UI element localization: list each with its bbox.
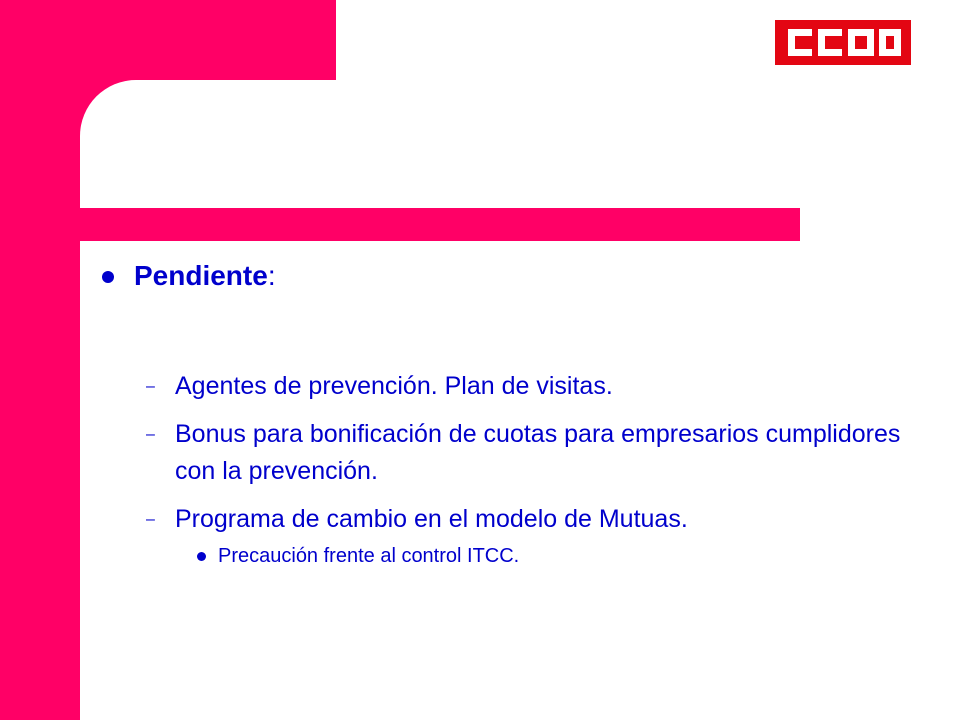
- sub-list-item-text: Precaución frente al control ITCC.: [218, 545, 520, 567]
- ccoo-logo-lettering: [775, 20, 911, 65]
- list-item: [100, 416, 920, 490]
- bullet-icon: [102, 271, 114, 283]
- slide-content: [100, 258, 920, 569]
- sub-list-item: [100, 543, 920, 569]
- list-item-text: Bonus para bonificación de cuotas para empresarios cumplidores con la prevención.: [175, 420, 901, 485]
- heading-colon: :: [267, 260, 276, 291]
- frame-rounded-cutout: [80, 80, 960, 208]
- dash-icon: –: [146, 511, 155, 528]
- frame-title-bar: [80, 208, 800, 241]
- list-item-text: Programa de cambio en el modelo de Mutuas.: [175, 505, 688, 533]
- heading-item: [100, 258, 920, 294]
- list-item: [100, 368, 920, 405]
- ccoo-logo: [775, 20, 911, 65]
- list-item: [100, 501, 920, 538]
- bullet-icon: [197, 552, 206, 561]
- list-item-text: Agentes de prevención. Plan de visitas.: [175, 372, 613, 400]
- heading-label: Pendiente: [134, 260, 268, 291]
- dash-icon: –: [146, 426, 155, 443]
- dash-icon: –: [146, 378, 155, 395]
